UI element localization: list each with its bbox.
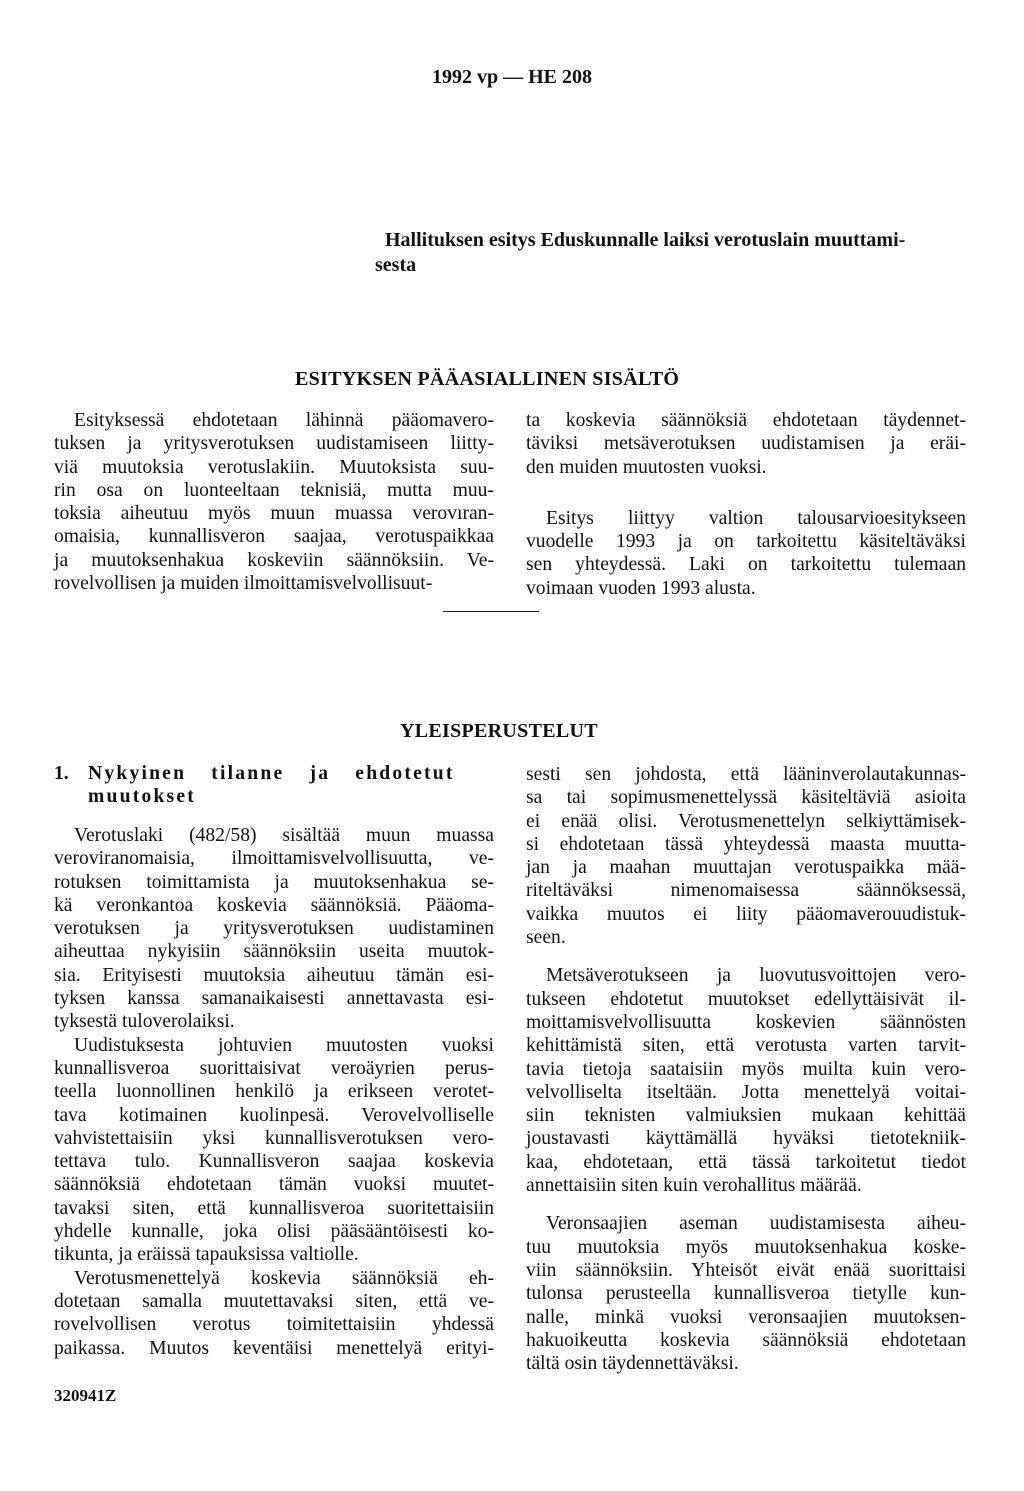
text-line: vuodelle 1993 ja on tarkoitettu käsiteltäväksi — [526, 531, 966, 553]
text-line: tyksestä tuloverolaiksi. — [54, 1011, 235, 1033]
text-line: rin osa on luonteeltaan teknisiä, mutta muu- — [54, 479, 494, 501]
summary-right-column — [526, 409, 966, 600]
text-line: Esitys liittyy valtion talousarvioesitykseen — [546, 507, 966, 529]
text-line: tavia tietoja saataisiin myös muilta kuin vero- — [526, 1058, 966, 1080]
text-line: sen yhteydessä. Laki on tarkoitettu tulemaan — [526, 554, 966, 576]
subsection-title-line-2: muutokset — [88, 786, 196, 807]
text-line: veroviranomaisia, ilmoittamisvelvollisuutta, ve- — [54, 848, 494, 870]
subsection-title-line-1: Nykyinen tilanne ja ehdotetut — [88, 763, 455, 784]
text-line: moittamisvelvollisuutta koskevien säännösten — [526, 1011, 966, 1033]
summary-right-para-2 — [526, 507, 966, 600]
text-line: tuu muutoksia myös muutoksenhakua koske- — [526, 1236, 966, 1258]
text-line: yhdelle kunnalle, joka olisi pääsääntöisesti ko- — [54, 1221, 494, 1243]
general-right-para-3 — [526, 1212, 966, 1375]
footer-code: 320941Z — [54, 1386, 117, 1405]
text-line: Verotuslaki (482/58) sisältää muun muassa — [74, 825, 494, 846]
text-line: aiheuttaa nykyisiin säännöksiin useita muutok- — [54, 941, 494, 963]
text-line: viin säännöksiin. Yhteisöt eivät enää suorittaisi — [526, 1259, 966, 1281]
text-line: vahvistettaisiin yksi kunnallisverotuksen vero- — [54, 1127, 494, 1149]
text-line: Uudistuksesta johtuvien muutosten vuoksi — [74, 1034, 494, 1056]
text-line: velvolliselta itseltään. Jotta menettelyä voitai- — [526, 1081, 966, 1103]
document-title — [375, 228, 965, 278]
text-line: tältä osin täydennettäväksi. — [526, 1353, 739, 1375]
text-line: riteltäväksi nimenomaisessa säännöksessä, — [526, 880, 966, 902]
text-line: rovelvollisen ja muiden ilmoittamisvelvollisuut- — [54, 573, 433, 595]
text-line: tikunta, ja eräissä tapauksissa valtiolle. — [54, 1244, 359, 1266]
text-line: voimaan vuoden 1993 alusta. — [526, 577, 756, 599]
document-title-line-1: Hallituksen esitys Eduskunnalle laiksi verotuslain muuttami- — [385, 229, 906, 251]
text-line: sa tai sopimusmenettelyssä käsiteltäviä asioita — [526, 787, 966, 809]
text-line: rotuksen toimittamista ja muutoksenhakua se- — [54, 871, 494, 893]
summary-right-para-1 — [526, 409, 966, 479]
text-line: Veronsaajien aseman uudistamisesta aiheu- — [546, 1213, 966, 1235]
text-line: kä veronkantoa koskevia säännöksiä. Pääoma- — [54, 894, 494, 916]
text-line: tuksen ja yritysverotuksen uudistamiseen liitty- — [54, 433, 494, 455]
text-line: tavaksi siten, että kunnallisveroa suoritettaisiin — [54, 1197, 494, 1219]
text-line: kunnallisveroa suorittaisivat veroäyrien perus- — [54, 1057, 494, 1079]
general-left-para-2 — [54, 1034, 494, 1267]
text-line: joustavasti käyttämällä hyväksi tietotekniik- — [526, 1128, 966, 1150]
text-line: tettava tulo. Kunnallisveron saajaa koskevia — [54, 1151, 494, 1173]
text-line: Verotusmenettelyä koskevia säännöksiä eh- — [74, 1267, 494, 1289]
text-line: säännöksiä ehdotetaan tämän vuoksi muutet- — [54, 1174, 494, 1196]
text-line: sesti sen johdosta, että lääninverolautakunnas- — [526, 764, 966, 785]
text-line: nalle, minkä vuoksi veronsaajien muutoksen- — [526, 1306, 966, 1328]
text-line: rovelvollisen verotus toimitettaisiin yhdessä — [54, 1314, 494, 1336]
subsection-heading — [54, 762, 494, 809]
document-title-line-2: sesta — [375, 254, 417, 276]
general-left-para-3 — [54, 1267, 494, 1360]
text-line: kehittämistä siten, että verotusta varten tarvit- — [526, 1035, 966, 1057]
text-line: tulonsa perusteella kunnallisveroa tietylle kun- — [526, 1283, 966, 1305]
general-heading: YLEISPERUSTELUT — [400, 720, 598, 742]
general-right-column — [526, 763, 966, 1375]
text-line: seen. — [526, 927, 566, 949]
text-line: ei enää olisi. Verotusmenettelyn selkiyttämisek- — [526, 810, 966, 832]
text-line: tyksen kanssa samanaikaisesti annettavasta esi- — [54, 988, 494, 1010]
text-line: teella luonnollinen henkilö ja erikseen verotet- — [54, 1081, 494, 1103]
general-right-para-2 — [526, 964, 966, 1197]
text-line: kaa, ehdotetaan, että tässä tarkoitetut tiedot — [526, 1151, 966, 1173]
text-line: paikassa. Muutos keventäisi menettelyä erityi- — [54, 1337, 494, 1359]
general-left-column — [54, 762, 494, 1360]
text-line: den muiden muutosten vuoksi. — [526, 456, 767, 478]
summary-left-column — [54, 409, 494, 595]
text-line: dotetaan samalla muutettavaksi siten, että ve- — [54, 1290, 494, 1312]
text-line: siin teknisten valmiuksien mukaan kehittää — [526, 1105, 966, 1127]
subsection-number: 1. — [54, 763, 69, 784]
text-line: ta koskevia säännöksiä ehdotetaan täydennet- — [526, 410, 966, 431]
text-line: si ehdotetaan tässä yhteydessä maasta muutta- — [526, 833, 966, 855]
running-head: 1992 vp — HE 208 — [431, 66, 593, 88]
text-line: jan ja maahan muuttajan verotuspaikka mää- — [526, 857, 966, 879]
text-line: toksia aiheutuu myös muun muassa verovıran- — [54, 503, 494, 525]
text-line: Esityksessä ehdotetaan lähinnä pääomavero- — [74, 410, 494, 431]
text-line: vaikka muutos ei liity pääomaverouudistuk- — [526, 903, 966, 925]
text-line: omaisia, kunnallisveron saajaa, verotuspaikkaa — [54, 526, 494, 548]
text-line: verotuksen ja yritysverotuksen uudistaminen — [54, 918, 494, 940]
text-line: Metsäverotukseen ja luovutusvoittojen vero- — [546, 965, 966, 987]
text-line: tava kotimainen kuolinpesä. Verovelvolliselle — [54, 1104, 494, 1126]
text-line: tukseen ehdotetut muutokset edellyttäisivät il- — [526, 988, 966, 1010]
text-line: viä muutoksia verotuslakiin. Muutoksista suu- — [54, 456, 494, 478]
general-left-para-1 — [54, 824, 494, 1034]
section-divider-rule — [443, 611, 539, 612]
text-line: täviksi metsäverotuksen uudistamisen ja eräi- — [526, 433, 966, 455]
summary-heading: ESITYKSEN PÄÄASIALLINEN SISÄLTÖ — [295, 368, 680, 390]
text-line: sia. Erityisesti muutoksia aiheutuu tämän esi- — [54, 964, 494, 986]
text-line: hakuoikeutta koskevia säännöksiä ehdotetaan — [526, 1329, 966, 1351]
general-right-para-1 — [526, 763, 966, 949]
text-line: ja muutoksenhakua koskeviin säännöksiin. Ve- — [54, 549, 494, 571]
text-line: annettaisiin siten kuin verohallitus määrää. — [526, 1175, 862, 1197]
